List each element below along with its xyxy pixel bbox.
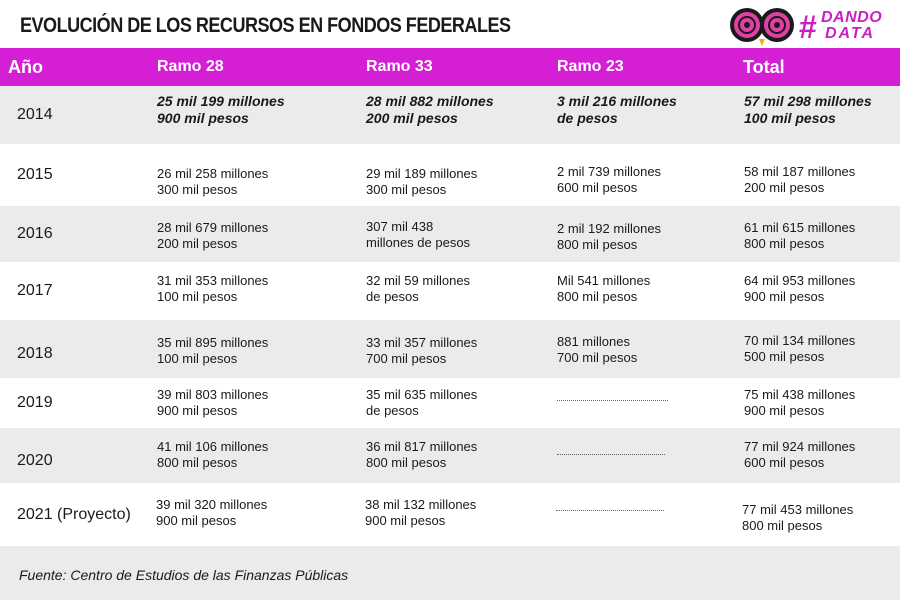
cell-total: 64 mil 953 millones 900 mil pesos: [744, 273, 856, 304]
row-year: 2021 (Proyecto): [17, 505, 131, 523]
logo-line1: DANDO: [821, 9, 883, 26]
logo-hash: #: [799, 9, 817, 45]
cell-ramo33: 28 mil 882 millones 200 mil pesos: [366, 93, 494, 126]
cell-ramo23: Mil 541 millones 800 mil pesos: [557, 273, 651, 304]
cell-ramo28: 26 mil 258 millones 300 mil pesos: [157, 166, 269, 197]
cell-total: 70 mil 134 millones 500 mil pesos: [744, 333, 856, 364]
table-row: [0, 262, 900, 320]
cell-ramo33: 307 mil 438 millones de pesos: [366, 219, 471, 250]
cell-ramo33: 29 mil 189 millones 300 mil pesos: [366, 166, 478, 197]
empty-value-dash: [557, 454, 665, 455]
table-row: [0, 483, 900, 546]
row-year: 2018: [17, 345, 53, 362]
cell-ramo28: 39 mil 803 millones 900 mil pesos: [157, 387, 269, 418]
row-year: 2016: [17, 225, 53, 242]
empty-value-dash: [556, 510, 664, 511]
row-year: 2015: [17, 166, 53, 183]
header-year: Año: [8, 56, 43, 77]
cell-ramo28: 31 mil 353 millones 100 mil pesos: [157, 273, 269, 304]
cell-ramo33: 33 mil 357 millones 700 mil pesos: [366, 335, 478, 366]
empty-value-dash: [557, 400, 668, 401]
header-ramo28: Ramo 28: [157, 58, 224, 75]
source-text: Fuente: Centro de Estudios de las Finanzas Públicas: [19, 567, 349, 583]
cell-ramo23: 2 mil 739 millones 600 mil pesos: [557, 164, 662, 195]
table-row: [0, 378, 900, 428]
cell-total: 61 mil 615 millones 800 mil pesos: [744, 220, 856, 251]
header-ramo33: Ramo 33: [366, 58, 433, 75]
source-footer: [0, 546, 900, 600]
cell-ramo23: 2 mil 192 millones 800 mil pesos: [557, 221, 662, 252]
row-year: 2017: [17, 282, 53, 299]
cell-ramo33: 35 mil 635 millones de pesos: [366, 387, 478, 418]
logo-line2: DATA: [825, 25, 876, 42]
table-header: [0, 48, 900, 86]
cell-total: 75 mil 438 millones 900 mil pesos: [744, 387, 856, 418]
cell-ramo28: 35 mil 895 millones 100 mil pesos: [157, 335, 269, 366]
header-ramo23: Ramo 23: [557, 58, 624, 75]
table-row: [0, 320, 900, 378]
cell-ramo28: 25 mil 199 millones 900 mil pesos: [157, 93, 285, 126]
cell-total: 77 mil 453 millones 800 mil pesos: [742, 502, 854, 533]
cell-ramo28: 28 mil 679 millones 200 mil pesos: [157, 220, 269, 251]
header-total: Total: [743, 56, 785, 77]
title-bar: [0, 0, 900, 48]
cell-ramo33: 32 mil 59 millones de pesos: [366, 273, 471, 304]
cell-ramo28: 41 mil 106 millones 800 mil pesos: [157, 439, 269, 470]
table-row: [0, 144, 900, 206]
row-year: 2019: [17, 394, 53, 411]
cell-ramo23: 881 millones 700 mil pesos: [557, 334, 638, 365]
table-row: [0, 86, 900, 144]
cell-total: 57 mil 298 millones 100 mil pesos: [744, 93, 872, 126]
row-year: 2014: [17, 106, 53, 123]
owl-eyes-icon: [728, 6, 798, 48]
cell-ramo23: 3 mil 216 millones de pesos: [557, 93, 677, 126]
cell-ramo28: 39 mil 320 millones 900 mil pesos: [156, 497, 268, 528]
cell-total: 77 mil 924 millones 600 mil pesos: [744, 439, 856, 470]
row-year: 2020: [17, 451, 53, 469]
cell-ramo33: 36 mil 817 millones 800 mil pesos: [366, 439, 478, 470]
cell-ramo33: 38 mil 132 millones 900 mil pesos: [365, 497, 477, 528]
cell-total: 58 mil 187 millones 200 mil pesos: [744, 164, 856, 195]
table-row: [0, 206, 900, 262]
dando-data-logo: [728, 6, 888, 48]
page-title: EVOLUCIÓN DE LOS RECURSOS EN FONDOS FEDERALES: [20, 14, 511, 37]
table-row: [0, 428, 900, 483]
